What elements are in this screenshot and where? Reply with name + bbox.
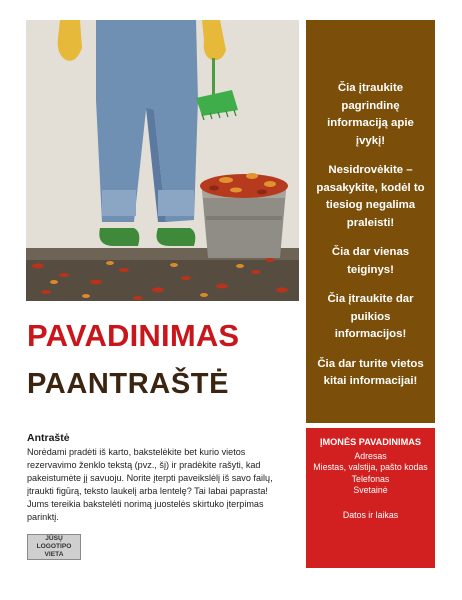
company-info-box [306,428,435,568]
sidebar-highlights [306,20,435,423]
gardener-with-rake-illustration [26,20,299,301]
sidebar-point: Čia dar vienas teiginys! [331,246,410,276]
company-address: Adresas [354,450,387,461]
section-heading: Antraštė [27,432,70,444]
company-website: Svetainė [353,485,388,496]
company-name: ĮMONĖS PAVADINIMAS [319,437,422,447]
logo-placeholder [27,534,81,560]
hero-photo [26,20,299,301]
company-phone: Telefonas [351,473,390,484]
logo-placeholder-label: JŪSŲ LOGOTIPO VIETA [36,535,72,558]
sidebar-point: Čia dar turite vietos kitai informacijai! [317,357,424,387]
event-datetime: Datos ir laikas [342,509,399,520]
sidebar-point: Čia įtraukite dar puikios informacijos! [327,293,414,340]
body-paragraph: Norėdami pradėti iš karto, bakstelėkite bet kurio vietos rezervavimo ženklo tekstą (pvz., šį) ir pradėkite rašyti, kad pakeistumėte jį savuoju. Norite įterpti paveikslėlį iš savo failų, įtraukti figūrą, teksto laukelį arba lentelę? Tai labai paprasta! Jums tereikia bakstelėti norimą juostelės skirtuko įterpimas parinktį. [27,447,273,522]
page-title: PAVADINIMAS [27,318,240,353]
company-city: Miestas, valstija, pašto kodas [313,462,428,473]
sidebar-point: Nesidrovėkite – pasakykite, kodėl to tiesiog negalima praleisti! [316,164,425,229]
page-subtitle: PAANTRAŠTĖ [27,368,230,400]
sidebar-point: Čia įtraukite pagrindinę informaciją apie įvykį! [327,82,414,147]
